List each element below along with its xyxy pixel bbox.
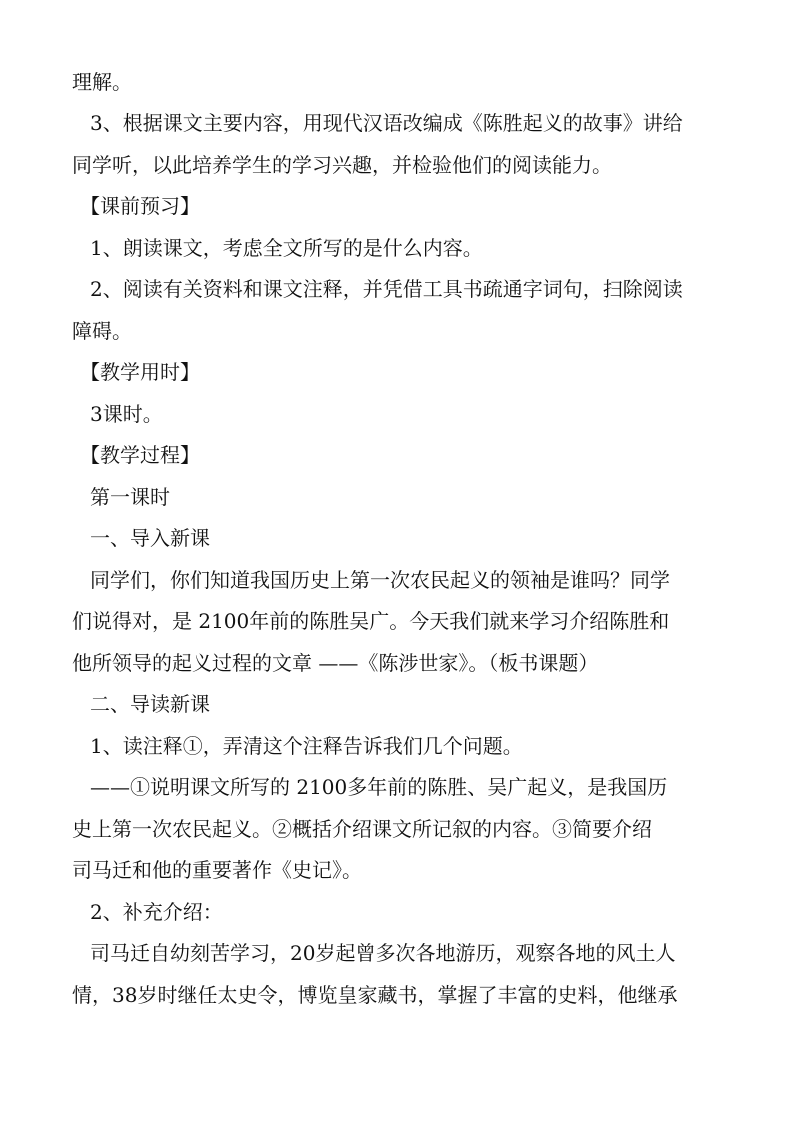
lesson-heading: 第一课时 <box>90 485 170 509</box>
section-heading: 【教学用时】 <box>80 360 200 384</box>
text-line: 同学们，你们知道我国历史上第一次农民起义的领袖是谁吗？同学 <box>90 568 670 592</box>
text-line: ——①说明课文所写的 2100多年前的陈胜、吴广起义，是我国历 <box>90 775 668 799</box>
section-heading: 【教学过程】 <box>80 443 200 467</box>
text-line: 3课时。 <box>90 402 163 426</box>
text-line: 同学听，以此培养学生的学习兴趣，并检验他们的阅读能力。 <box>72 153 612 177</box>
text-line: 史上第一次农民起义。②概括介绍课文所记叙的内容。③简要介绍 <box>72 817 652 841</box>
text-line: 司马迁和他的重要著作《史记》。 <box>72 858 362 882</box>
text-line: 2、补充介绍： <box>90 900 223 924</box>
text-line: 障碍。 <box>72 319 132 343</box>
text-line: 1、朗读课文，考虑全文所写的是什么内容。 <box>90 236 483 260</box>
text-line: 2、阅读有关资料和课文注释，并凭借工具书疏通字词句，扫除阅读 <box>90 277 683 301</box>
text-line: 情，38岁时继任太史令，博览皇家藏书，掌握了丰富的史料，他继承 <box>72 983 678 1007</box>
text-line: 司马迁自幼刻苦学习，20岁起曾多次各地游历，观察各地的风土人 <box>90 941 676 965</box>
text-line: 1、读注释①，弄清这个注释告诉我们几个问题。 <box>90 734 523 758</box>
section-heading: 【课前预习】 <box>80 194 200 218</box>
subsection-heading: 二、导读新课 <box>90 692 210 716</box>
text-line: 们说得对，是 2100年前的陈胜吴广。今天我们就来学习介绍陈胜和 <box>72 609 670 633</box>
subsection-heading: 一、导入新课 <box>90 526 210 550</box>
text-line: 理解。 <box>72 70 132 94</box>
text-line: 3、根据课文主要内容，用现代汉语改编成《陈胜起义的故事》讲给 <box>90 111 683 135</box>
text-line: 他所领导的起义过程的文章 ——《陈涉世家》。（板书课题） <box>72 651 599 675</box>
